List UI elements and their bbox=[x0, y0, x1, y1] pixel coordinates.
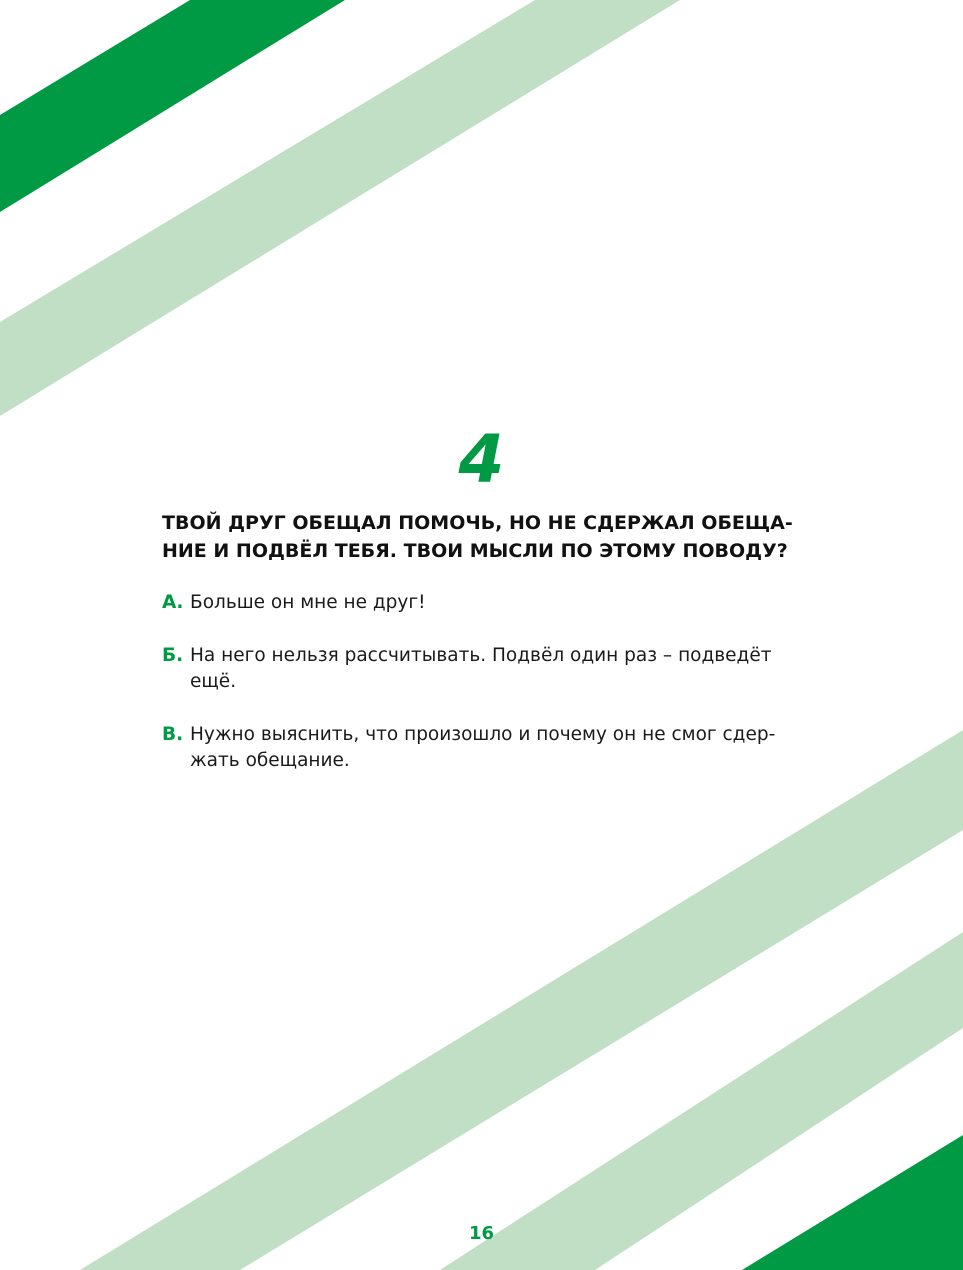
answer-text-c: Нужно выяснить, что произошло и почему он не смог сдержать обещание. bbox=[190, 724, 776, 771]
page-number: 16 bbox=[468, 1223, 495, 1244]
stripe-bottom-dark bbox=[742, 1135, 963, 1270]
answer-letter-b: Б. bbox=[162, 645, 184, 666]
answer-option-b bbox=[162, 643, 804, 695]
answer-text-b: На него нельзя рассчитывать. Подвёл один раз – подведёт ещё. bbox=[190, 645, 772, 692]
answer-option-a bbox=[162, 590, 804, 616]
answer-letter-a: А. bbox=[162, 592, 184, 613]
answer-letter-c: В. bbox=[162, 724, 184, 745]
question-number: 4 bbox=[458, 421, 505, 498]
answer-text-a: Больше он мне не друг! bbox=[190, 592, 426, 613]
question-text: ТВОЙ ДРУГ ОБЕЩАЛ ПОМОЧЬ, НО НЕ СДЕРЖАЛ ОБЕЩАНИЕ И ПОДВЁЛ ТЕБЯ. ТВОИ МЫСЛИ ПО ЭТОМУ ПОВОДУ? bbox=[162, 512, 793, 562]
answer-option-c bbox=[162, 722, 804, 774]
answer-list bbox=[162, 590, 804, 801]
stripe-bottom-light-1 bbox=[80, 730, 963, 1270]
